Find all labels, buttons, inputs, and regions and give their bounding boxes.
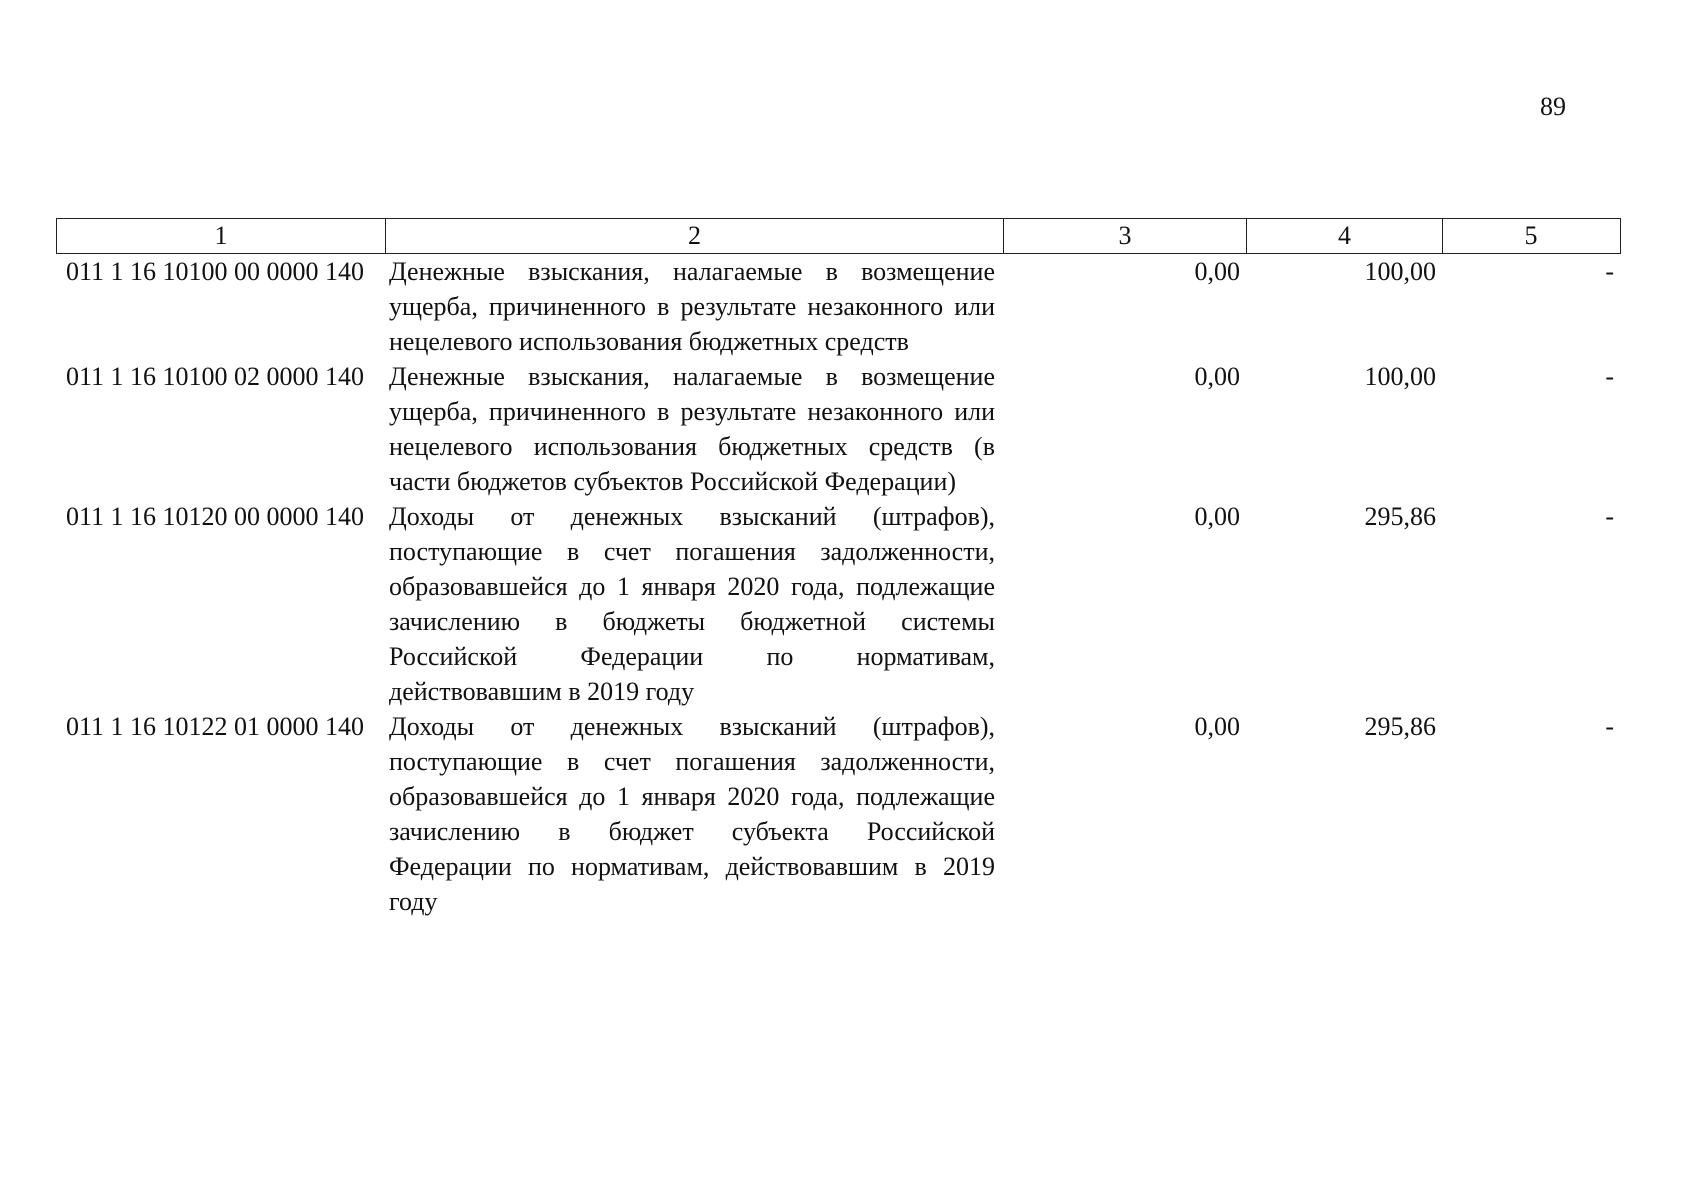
header-col-2: 2 (386, 219, 1004, 253)
row-value-col5: - (1605, 257, 1614, 286)
row-value-col4: 295,86 (1364, 712, 1436, 741)
row-code: 011 1 16 10100 02 0000 140 (66, 362, 365, 391)
row-name: Денежные взыскания, налагаемые в возмещение ущерба, причиненного в результате незаконного или нецелевого использования бюджетных средств (в части бюджетов субъектов Российской Федерации) (389, 362, 995, 496)
row-value-col4: 100,00 (1364, 362, 1436, 391)
table-row (56, 709, 1621, 919)
row-name: Доходы от денежных взысканий (штрафов), поступающие в счет погашения задолженности, образовавшейся до 1 января 2020 года, подлежащие зачислению в бюджет субъекта Российской Федерации по нормативам, действовавшим в 2019 году (389, 712, 995, 916)
table-row (56, 359, 1621, 499)
table-header (56, 218, 1621, 254)
row-value-col3: 0,00 (1194, 502, 1240, 531)
row-value-col3: 0,00 (1194, 362, 1240, 391)
row-value-col5: - (1605, 712, 1614, 741)
row-name: Денежные взыскания, налагаемые в возмещение ущерба, причиненного в результате незаконного или нецелевого использования бюджетных средств (389, 257, 995, 356)
table-row (56, 499, 1621, 709)
row-value-col4: 100,00 (1364, 257, 1436, 286)
budget-table (56, 218, 1621, 919)
row-value-col3: 0,00 (1194, 257, 1240, 286)
page-number: 89 (1540, 92, 1566, 121)
row-code: 011 1 16 10122 01 0000 140 (66, 712, 365, 741)
row-value-col5: - (1605, 502, 1614, 531)
row-value-col5: - (1605, 362, 1614, 391)
header-col-5: 5 (1524, 221, 1538, 250)
header-col-3: 3 (1004, 219, 1247, 253)
header-col-1: 1 (57, 219, 386, 253)
table-row (56, 254, 1621, 359)
header-col-4: 4 (1247, 219, 1443, 253)
row-code: 011 1 16 10120 00 0000 140 (66, 502, 365, 531)
row-code: 011 1 16 10100 00 0000 140 (66, 257, 365, 286)
row-value-col4: 295,86 (1364, 502, 1436, 531)
row-value-col3: 0,00 (1194, 712, 1240, 741)
row-name: Доходы от денежных взысканий (штрафов), поступающие в счет погашения задолженности, образовавшейся до 1 января 2020 года, подлежащие зачислению в бюджеты бюджетной системы Российской Федерации по нормативам, действовавшим в 2019 году (389, 502, 995, 706)
